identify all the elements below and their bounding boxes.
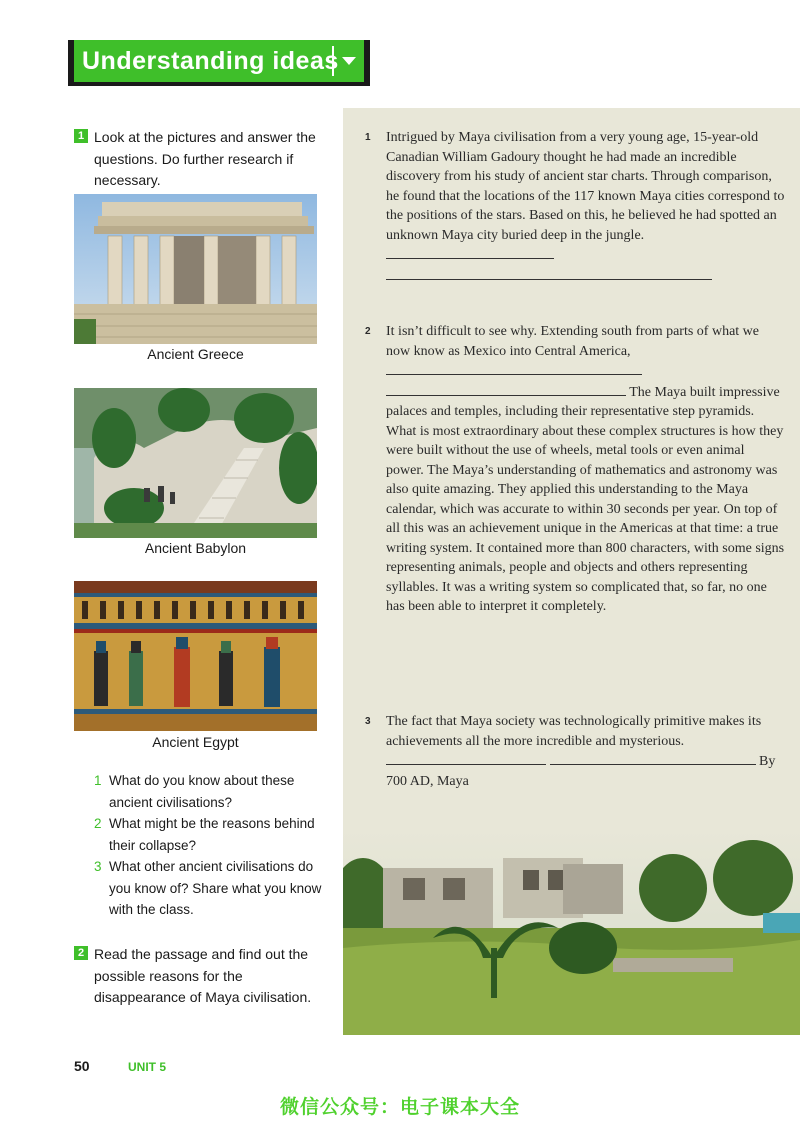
questions-list: [94, 770, 324, 921]
question-text: What might be the reasons behind their collapse?: [109, 816, 315, 853]
question-number: 2: [94, 816, 102, 831]
answer-blank[interactable]: [386, 266, 712, 280]
question-number: 1: [94, 773, 102, 788]
picture-ancient-babylon: [74, 388, 317, 538]
task-2-number-badge: 2: [74, 946, 88, 960]
watermark-text: 微信公众号：电子课本大全: [279, 1097, 520, 1118]
passage-paragraph-1: [365, 128, 785, 286]
answer-blank[interactable]: [550, 751, 756, 765]
paragraph-text: By 700 AD, Maya: [386, 754, 776, 789]
paragraph-text: Intrigued by Maya civilisation from a very young age, 15-year-old Canadian William Gadoury thought he had made an incredible discovery from his study of ancient star charts. Through comparison, he found that the locations of the 117 known Maya cities correspond to the positions of the stars. Based on this, he believed he had spotted an unknown Maya city buried deep in the jungle.: [386, 130, 785, 243]
task-1-instruction: Look at the pictures and answer the questions. Do further research if necessary.: [94, 129, 316, 188]
unit-label: UNIT 5: [128, 1060, 167, 1074]
paragraph-number: 1: [365, 132, 371, 143]
answer-blank[interactable]: [386, 361, 642, 375]
paragraph-text: The fact that Maya society was technologically primitive makes its achievements all the more incredible and mysterious.: [386, 714, 762, 749]
answer-blank[interactable]: [386, 382, 626, 396]
section-title: Understanding ideas: [82, 46, 339, 75]
question-item: [94, 856, 324, 921]
question-text: What other ancient civilisations do you know of? Share what you know with the class.: [109, 859, 322, 917]
page-number: 50: [74, 1058, 90, 1074]
paragraph-text: The Maya built impressive palaces and temples, including their representative step pyramids. What is most extraordinary about these complex structures is how they were built without the use of wheels, metal tools or even animal power. The Maya’s understanding of mathematics and astronomy was also quite amazing. They applied this understanding to the Maya calendar, which was accurate to within 30 seconds per year. On top of all this was an achievement unique in the Americas at that time: a true writing system. It contained more than 800 characters, with some signs representing animals, people and objects and others representing syllables. It was a writing system so complicated that, so far, no one has been able to interpret it completely.: [386, 384, 785, 614]
question-item: [94, 770, 324, 813]
paragraph-number: 2: [365, 326, 371, 337]
maya-ruins-photo: [343, 828, 800, 1035]
passage-paragraph-2: [365, 322, 785, 617]
picture-ancient-egypt: [74, 581, 317, 731]
reading-passage-panel: [343, 108, 800, 1035]
question-item: [94, 813, 324, 856]
caption-ancient-babylon: Ancient Babylon: [144, 540, 247, 556]
task-2: [74, 944, 336, 1009]
section-header-band: [74, 40, 364, 82]
answer-blank[interactable]: [386, 751, 546, 765]
caption-ancient-greece: Ancient Greece: [147, 346, 244, 362]
caption-ancient-egypt: Ancient Egypt: [152, 734, 239, 750]
passage-paragraph-3: [365, 712, 785, 791]
paragraph-text: It isn’t difficult to see why. Extending south from parts of what we now know as Mexico into Central America,: [386, 324, 760, 359]
chevron-down-icon: [332, 46, 364, 76]
section-header: [68, 40, 370, 86]
task-1: [74, 127, 336, 192]
paragraph-number: 3: [365, 716, 371, 727]
task-1-number-badge: 1: [74, 129, 88, 143]
picture-ancient-greece: [74, 194, 317, 344]
answer-blank[interactable]: [386, 245, 554, 259]
question-number: 3: [94, 859, 102, 874]
task-2-instruction: Read the passage and find out the possible reasons for the disappearance of Maya civilisation.: [94, 946, 312, 1005]
question-text: What do you know about these ancient civilisations?: [109, 773, 295, 810]
